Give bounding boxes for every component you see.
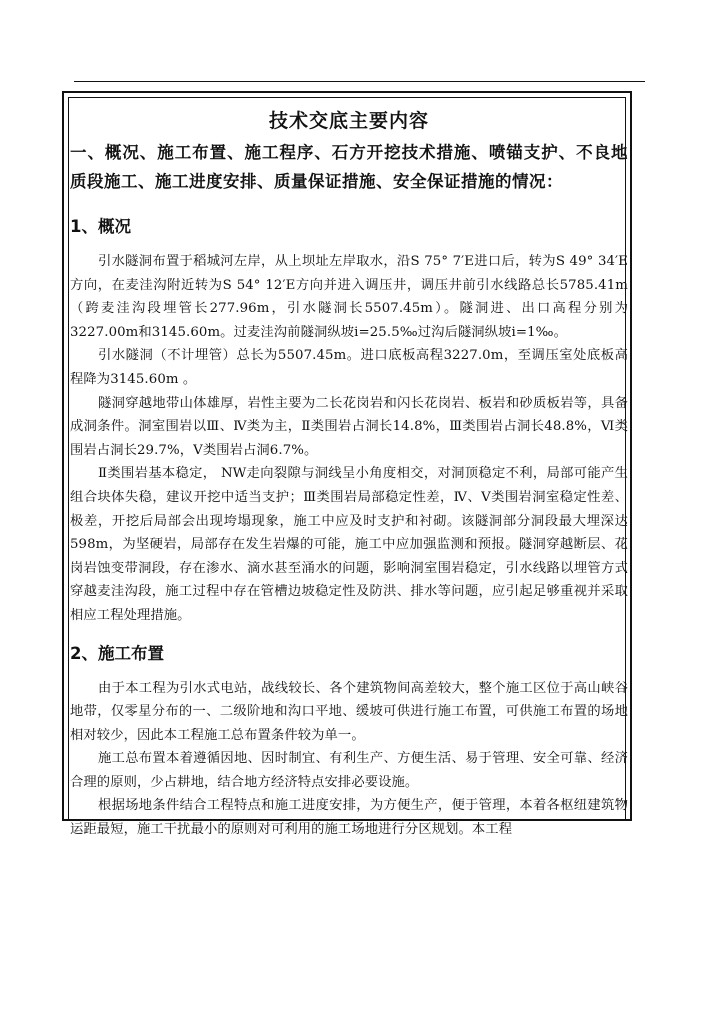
layout-paragraph-3: 根据场地条件结合工程特点和施工进度安排，为方便生产，便于管理，本着各枢纽建筑物运距最短，施工干扰最小的原则对可利用的施工场地进行分区规划。本工程 bbox=[70, 798, 628, 838]
overview-paragraph-1: 引水隧洞布置于稻城河左岸，从上坝址左岸取水，沿S 75° 7′E进口后，转为S 49° 34′E方向，在麦洼沟附近转为S 54° 12′E方向并进入调压井，调压井前引水线路总长5785.41m（跨麦洼沟段埋管长277.96m，引水隧洞长5507.45m）。隧洞进、出口高程分别为3227.00m和3145.60m。过麦洼沟前隧洞纵坡i=25.5‰过沟后隧洞纵坡i=1‰。 bbox=[70, 254, 628, 340]
layout-paragraph-1: 由于本工程为引水式电站，战线较长、各个建筑物间高差较大，整个施工区位于高山峡谷地带，仅零星分布的一、二级阶地和沟口平地、缓坡可供进行施工布置，可供施工布置的场地相对较少，因此本工程施工总布置条件较为单一。 bbox=[70, 680, 628, 743]
lead-paragraph: 一、概况、施工布置、施工程序、石方开挖技术措施、喷锚支护、不良地质段施工、施工进度安排、质量保证措施、安全保证措施的情况： bbox=[70, 143, 628, 191]
layout-paragraph-2: 施工总布置本着遵循因地、因时制宜、有利生产、方便生活、易于管理、安全可靠、经济合理的原则，少占耕地，结合地方经济特点安排必要设施。 bbox=[70, 751, 628, 790]
overview-paragraph-2: 引水隧洞（不计埋管）总长为5507.45m。进口底板高程3227.0m，至调压室处底板高程降为3145.60m 。 bbox=[70, 348, 628, 387]
overview-paragraph-4: Ⅱ类围岩基本稳定， NW走向裂隙与洞线呈小角度相交，对洞顶稳定不利，局部可能产生组合块体失稳，建议开挖中适当支护；Ⅲ类围岩局部稳定性差，Ⅳ、Ⅴ类围岩洞室稳定性差、极差，开挖后局部会出现垮塌现象，施工中应及时支护和衬砌。该隧洞部分洞段最大埋深达598m，为坚硬岩，局部存在发生岩爆的可能，施工中应加强监测和预报。隧洞穿越断层、花岗岩蚀变带洞段，存在渗水、滴水甚至涌水的问题，影响洞室围岩稳定，引水线路以埋管方式穿越麦洼沟段，施工过程中存在管槽边坡稳定性及防洪、排水等问题，应引起足够重视并采取相应工程处理措施。 bbox=[70, 466, 628, 623]
header-rule bbox=[74, 81, 645, 82]
overview-paragraph-3: 隧洞穿越地带山体雄厚，岩性主要为二长花岗岩和闪长花岗岩、板岩和砂质板岩等，具备成洞条件。洞室围岩以Ⅲ、Ⅳ类为主，Ⅱ类围岩占洞长14.8%，Ⅲ类围岩占洞长48.8%，Ⅵ类围岩占洞长29.7%，Ⅴ类围岩占洞6.7%。 bbox=[70, 395, 628, 458]
document-title: 技术交底主要内容 bbox=[268, 110, 429, 132]
document-body bbox=[70, 104, 628, 842]
section-heading-layout: 2、施工布置 bbox=[70, 643, 164, 663]
section-heading-overview: 1、概况 bbox=[70, 217, 131, 236]
